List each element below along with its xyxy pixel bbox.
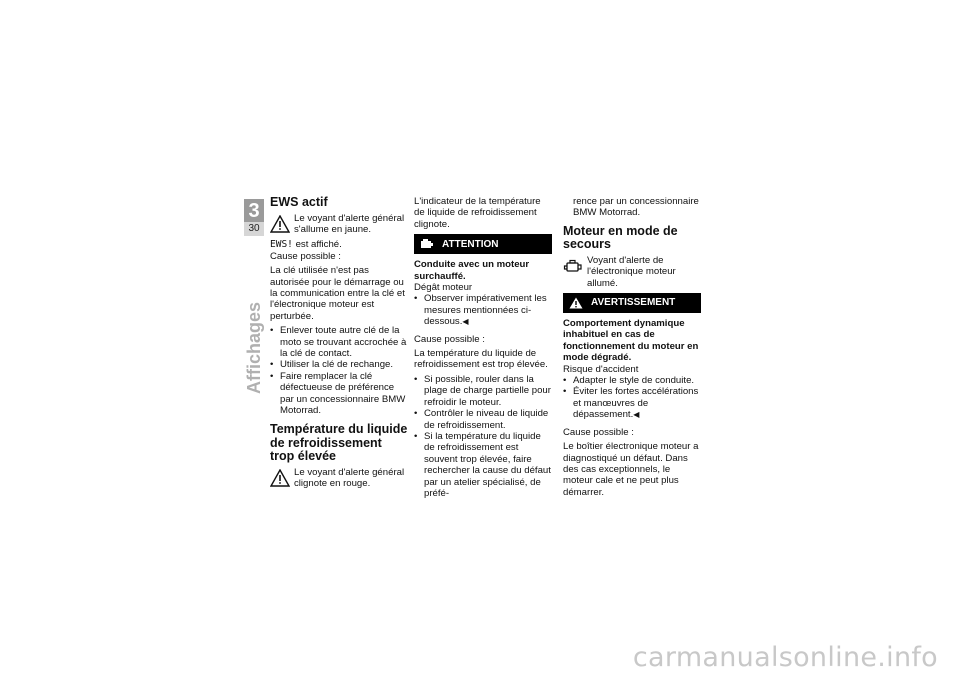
warning-heading: Comportement dynamique inhabituel en cas de fonctionnement du moteur en mode dégradé.: [563, 318, 699, 364]
column-3: [563, 196, 701, 501]
emergency-mode-title: Moteur en mode de secours: [563, 223, 678, 252]
engine-warning-icon: [563, 257, 583, 275]
attention-label: ATTENTION: [442, 238, 499, 250]
list-item: • Si la température du liquide de refroidissement est souvent trop élevée, faire rechercher la cause du défaut par un atelier spécialisé, de préfé-: [414, 431, 552, 499]
warning-risk: Risque d'accident: [563, 363, 639, 375]
ews-cause-label: Cause possible :: [270, 250, 341, 262]
list-item: • Si possible, rouler dans la plage de charge partielle pour refroidir le moteur.: [414, 374, 552, 408]
warning-label: AVERTISSEMENT: [591, 297, 676, 309]
coolant-indicator-text: Le voyant d'alerte général clignote en rouge.: [294, 466, 405, 490]
column-1: [270, 196, 408, 494]
emergency-cause-text: Le boîtier électronique moteur a diagnostiqué un défaut. Dans des cas exceptionnels, le moteur cale et ne peut plus démarrer.: [563, 441, 699, 498]
chapter-number: 3: [244, 199, 264, 222]
warning-triangle-icon: [569, 297, 583, 309]
list-item: • Enlever toute autre clé de la moto se trouvant accrochée à la clé de contact.: [270, 325, 408, 359]
section-title-label: Affichages: [243, 301, 264, 395]
ews-action-list: [270, 325, 408, 416]
coolant-title: Température du liquide de refroidissement trop élevée: [270, 422, 408, 464]
end-mark-icon: ◀: [633, 410, 640, 420]
coolant-cause-label: Cause possible :: [414, 333, 485, 345]
warning-list: [563, 375, 701, 421]
page-number: 30: [244, 222, 264, 236]
ews-cause-text: La clé utilisée n'est pas autorisée pour le démarrage ou la communication entre la clé et l'électronique moteur est perturbée.: [270, 265, 405, 322]
attention-risk: Dégât moteur: [414, 282, 473, 294]
watermark[interactable]: carmanualsonline.info: [632, 642, 938, 673]
attention-banner: [414, 234, 552, 254]
end-mark-icon: ◀: [462, 317, 469, 327]
list-item: [414, 293, 552, 327]
ews-title: EWS actif: [270, 195, 328, 209]
ews-display-code: EWS!: [270, 239, 293, 251]
list-item: • Faire remplacer la clé défectueuse de préférence par un concessionnaire BMW Motorrad.: [270, 371, 408, 417]
attention-heading: Conduite avec un moteur surchauffé.: [414, 259, 530, 282]
engine-indicator-text: Voyant d'alerte de l'électronique moteur allumé.: [587, 254, 676, 289]
ews-display-line: [270, 239, 408, 262]
engine-indicator-row: [563, 255, 701, 289]
warning-banner: [563, 293, 701, 313]
ews-display-text: est affiché.: [295, 239, 342, 251]
ews-indicator-row: [270, 213, 408, 236]
list-item: • Adapter le style de conduite.: [563, 375, 701, 386]
warning-bullet-text: Éviter les fortes accélérations et manœuvres de dépassement.: [573, 386, 699, 421]
list-item: • Utiliser la clé de rechange.: [270, 359, 408, 370]
general-warning-icon: [270, 215, 290, 233]
ews-indicator-text: Le voyant d'alerte général s'allume en jaune.: [294, 212, 405, 235]
coolant-action-list: [414, 374, 552, 499]
coolant-indicator-row: [270, 467, 408, 490]
continued-text: rence par un concessionnaire BMW Motorrad.: [573, 196, 699, 219]
list-item: [563, 386, 701, 420]
column-2: [414, 196, 552, 502]
section-title-vertical: [243, 301, 264, 395]
general-warning-icon: [270, 469, 290, 487]
coolant-cause-text: La température du liquide de refroidissement est trop élevée.: [414, 348, 548, 371]
engine-attention-icon: [420, 238, 434, 250]
attention-list: [414, 293, 552, 327]
coolant-intro: L'indicateur de la température de liquide de refroidissement clignote.: [414, 196, 541, 230]
emergency-cause-label: Cause possible :: [563, 426, 634, 438]
list-item: • Contrôler le niveau de liquide de refroidissement.: [414, 408, 552, 431]
attention-bullet-text: Observer impérativement les mesures mentionnées ci-dessous.: [424, 293, 547, 328]
